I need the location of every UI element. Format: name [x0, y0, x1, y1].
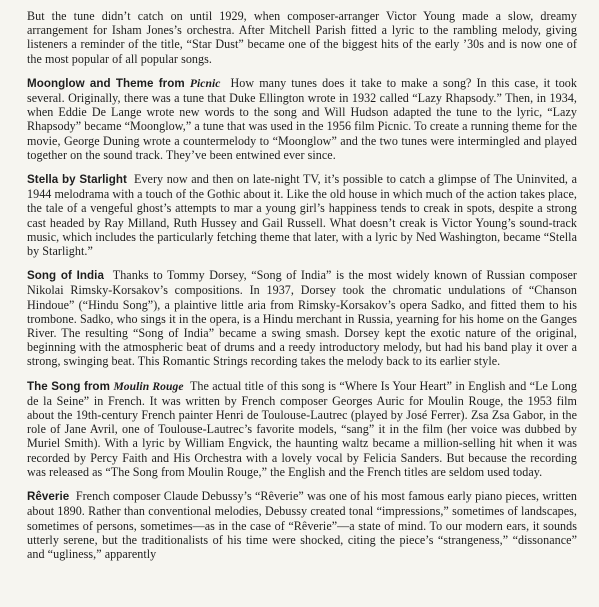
- section-body: Every now and then on late-night TV, it’s possible to catch a glimpse of The Uninvited, a 1944 melodrama with a touch of the Gothic about it. Like the old house in which much of the action takes place, the tale of a vengeful ghost’s attempts to mar a young girl’s happiness tends to creak in spots, despite a strong cast headed by Ray Milland, Ruth Hussey and Gail Russell. What doesn’t creak is Victor Young’s sound-track music, which includes the particularly fetching theme that later, with a lyric by Ned Washington, became “Stella by Starlight.”: [27, 172, 577, 259]
- section-heading: Song of India: [27, 269, 104, 283]
- section-moulin-rouge: [27, 379, 577, 479]
- section-moonglow: [27, 76, 577, 162]
- section-heading: The Song from Moulin Rouge: [27, 379, 184, 393]
- section-heading: Moonglow and Theme from Picnic: [27, 76, 221, 90]
- section-heading: Stella by Starlight: [27, 173, 127, 187]
- section-stella: [27, 172, 577, 258]
- section-body: How many tunes does it take to make a song? In this case, it took several. Originally, there was a tune that Duke Ellington wrote in 1932 called “Lazy Rhapsody.” Then, in 1934, when Eddie De Lange wrote new words to the song and Will Hudson adapted the tune to the lyric, “Lazy Rhapsody” became “Moonglow,” a tune that was used in the 1956 film Picnic. To create a running theme for the movie, George Duning wrote a countermelody to “Moonglow” and the two tunes were intermingled and played together on the sound track. They’ve been entwined ever since.: [27, 75, 577, 162]
- section-body: The actual title of this song is “Where Is Your Heart” in English and “Le Long de la Seine” in French. It was written by French composer Georges Auric for Moulin Rouge, the 1953 film about the 19th-century French painter Henri de Toulouse-Lautrec (played by José Ferrer). Zsa Zsa Gabor, in the role of Jane Avril, one of Toulouse-Lautrec’s favorite models, “sang” it in the film (her voice was dubbed by Muriel Smith). With a lyric by William Engvick, the haunting waltz became a million-selling hit when it was recorded by Percy Faith and His Orchestra with a lovely vocal by Felicia Sanders. But because the recording was released as “The Song from Moulin Rouge,” the English and the French titles are seldom used today.: [27, 378, 577, 479]
- intro-paragraph: [27, 9, 577, 66]
- section-song-of-india: [27, 268, 577, 368]
- intro-text: But the tune didn’t catch on until 1929, when composer-arranger Victor Young made a slow, dreamy arrangement for Isham Jones’s orchestra. After Mitchell Parish fitted a lyric to the rambling melody, giving listeners a reminder of the title, “Star Dust” became one of the biggest hits of the early ’30s and is now one of the most popular of all popular songs.: [27, 9, 577, 66]
- section-reverie: [27, 489, 577, 561]
- section-body: French composer Claude Debussy’s “Rêverie” was one of his most famous early piano pieces, written about 1890. Rather than conventional melodies, Debussy created tonal “impressions,” sometimes of landscapes, sometimes of persons, sometimes—as in the case of “Rêverie”—a state of mind. To our modern ears, it sounds utterly serene, but the traditionalists of his time were shocked, citing the piece’s “strangeness,” “dissonance” and “ugliness,” apparently: [27, 489, 577, 561]
- section-heading: Rêverie: [27, 490, 70, 504]
- section-body: Thanks to Tommy Dorsey, “Song of India” is the most widely known of Russian composer Nikolai Rimsky-Korsakov’s compositions. In 1937, Dorsey took the chromatic undulations of “Chanson Hindoue” (“Hindu Song”), a plaintive little aria from Rimsky-Korsakov’s opera Sadko, and fitted them to his trombone. Sadko, who sings it in the opera, is a Hindu merchant in Russia, yearning for his home on the Ganges River. The resulting “Song of India” became a swing smash. Dorsey kept the exotic nature of the original, beginning with the atmospheric beat of drums and a reedy introductory melody, but had his band play it over a strong, swinging beat. This Romantic Strings recording takes the melody back to its earlier style.: [27, 268, 577, 369]
